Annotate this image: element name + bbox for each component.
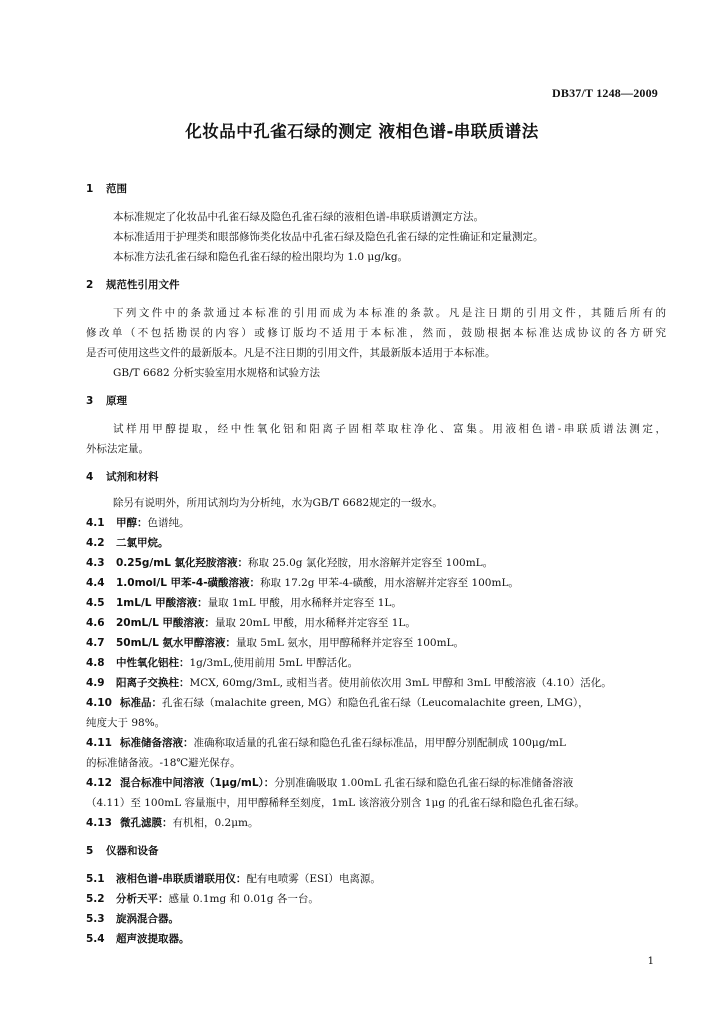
paragraph: 除另有说明外，所用试剂均为分析纯，水为GB/T 6682规定的一级水。 — [113, 497, 443, 509]
paragraph-line: 修改单（不包括勘误的内容）或修订版均不适用于本标准，然而，鼓励根据本标准达成协议的各方研究 — [86, 327, 666, 339]
list-item: 4.3 0.25g/mL 氯化羟胺溶液：称取 25.0g 氯化羟胺，用水溶解并定容至 100mL。 — [86, 557, 494, 569]
paragraph: 本标准方法孔雀石绿和隐色孔雀石绿的检出限均为 1.0 μg/kg。 — [113, 251, 409, 263]
list-item: 4.7 50mL/L 氨水甲醇溶液：量取 5mL 氨水，用甲醇稀释并定容至 100mL。 — [86, 637, 465, 649]
paragraph-line: 试样用甲醇提取，经中性氧化铝和阳离子固相萃取柱净化、富集。用液相色谱-串联质谱法测定， — [113, 423, 666, 435]
page-number: 1 — [647, 956, 654, 967]
list-item: 4.12 混合标准中间溶液（1μg/mL）：分别准确吸取 1.00mL 孔雀石绿和隐色孔雀石绿的标准储备溶液 — [86, 777, 574, 789]
paragraph-line: 是否可使用这些文件的最新版本。凡是不注日期的引用文件，其最新版本适用于本标准。 — [86, 347, 496, 359]
list-item: 4.9 阳离子交换柱：MCX, 60mg/3mL, 或相当者。使用前依次用 3mL 甲醇和 3mL 甲酸溶液（4.10）活化。 — [86, 677, 612, 689]
section-heading-normative-references: 2 规范性引用文件 — [86, 279, 180, 291]
list-item: 5.1 液相色谱-串联质谱联用仪：配有电喷雾（ESI）电离源。 — [86, 873, 381, 885]
reference-entry: GB/T 6682 分析实验室用水规格和试验方法 — [113, 367, 321, 379]
paragraph: 本标准规定了化妆品中孔雀石绿及隐色孔雀石绿的液相色谱-串联质谱测定方法。 — [113, 211, 485, 223]
list-item-continuation: 的标准储备液。-18℃避光保存。 — [86, 757, 241, 769]
standard-number: DB37/T 1248—2009 — [552, 86, 658, 100]
list-item: 4.5 1mL/L 甲酸溶液：量取 1mL 甲酸，用水稀释并定容至 1L。 — [86, 597, 402, 609]
list-item: 4.4 1.0mol/L 甲苯-4-磺酸溶液：称取 17.2g 甲苯-4-磺酸，用水溶解并定容至 100mL。 — [86, 577, 519, 589]
list-item: 5.4 超声波提取器。 — [86, 933, 190, 945]
section-heading-scope: 1 范围 — [86, 183, 127, 195]
section-heading-apparatus: 5 仪器和设备 — [86, 845, 159, 857]
section-heading-reagents: 4 试剂和材料 — [86, 471, 159, 483]
list-item: 4.13 微孔滤膜：有机相，0.2μm。 — [86, 817, 259, 829]
document-title: 化妆品中孔雀石绿的测定 液相色谱-串联质谱法 — [185, 122, 539, 141]
list-item: 4.8 中性氧化铝柱：1g/3mL,使用前用 5mL 甲醇活化。 — [86, 657, 359, 669]
list-item: 4.10 标准品：孔雀石绿（malachite green, MG）和隐色孔雀石绿（Leucomalachite green, LMG）， — [86, 697, 589, 709]
list-item: 4.2 二氯甲烷。 — [86, 537, 169, 549]
list-item-continuation: 纯度大于 98%。 — [86, 717, 166, 729]
list-item: 5.2 分析天平：感量 0.1mg 和 0.01g 各一台。 — [86, 893, 319, 905]
paragraph-line: 外标法定量。 — [86, 443, 149, 455]
section-heading-principle: 3 原理 — [86, 395, 127, 407]
list-item: 4.11 标准储备溶液：准确称取适量的孔雀石绿和隐色孔雀石绿标准品，用甲醇分别配制成 100μg/mL — [86, 737, 566, 749]
list-item: 4.6 20mL/L 甲酸溶液：量取 20mL 甲酸，用水稀释并定容至 1L。 — [86, 617, 416, 629]
paragraph-line: 下列文件中的条款通过本标准的引用而成为本标准的条款。凡是注日期的引用文件，其随后所有的 — [113, 307, 666, 319]
list-item-continuation: （4.11）至 100mL 容量瓶中，用甲醇稀释至刻度，1mL 该溶液分别含 1μg 的孔雀石绿和隐色孔雀石绿。 — [86, 797, 585, 809]
paragraph: 本标准适用于护理类和眼部修饰类化妆品中孔雀石绿及隐色孔雀石绿的定性确证和定量测定。 — [113, 231, 544, 243]
list-item: 5.3 旋涡混合器。 — [86, 913, 179, 925]
list-item: 4.1 甲醇：色谱纯。 — [86, 517, 190, 529]
